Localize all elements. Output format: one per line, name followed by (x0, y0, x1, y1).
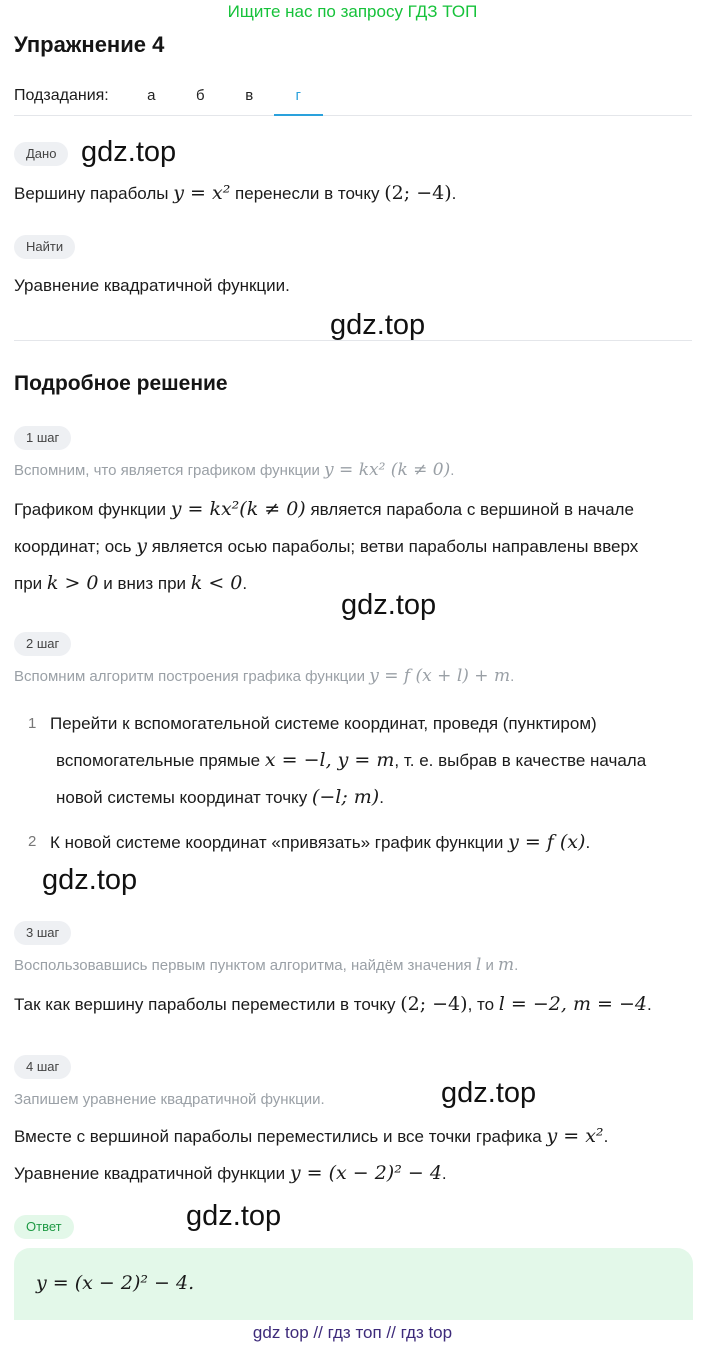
page-title: Упражнение 4 (14, 32, 165, 57)
find-badge: Найти (14, 235, 75, 259)
answer-formula: y = (x − 2)² − 4. (36, 1272, 195, 1294)
watermark: gdz.top (186, 1200, 282, 1232)
tab-b[interactable]: б (195, 87, 205, 104)
step-2-hint: Вспомним алгоритм построения графика функции y = f (x + l) + m. (14, 666, 515, 686)
step-1-body: Графиком функции y = kx²(k ≠ 0) является парабола с вершиной в начале координат; ось y является осью параболы; ветви параболы направлены вверх при k > 0 и вниз при k < 0. (14, 498, 639, 594)
list-item: 2 К новой системе координат «привязать» график функции y = f (x). (28, 831, 591, 853)
footer-links: gdz top // гдз топ // гдз top (252, 1323, 453, 1342)
given-text: Вершину параболы y = x² перенесли в точку (2; −4). (14, 182, 457, 204)
step-3-badge: 3 шаг (14, 921, 71, 945)
step-1-badge: 1 шаг (14, 426, 71, 450)
given-formula: y = x² (173, 182, 231, 204)
tab-a[interactable]: а (147, 87, 156, 104)
step-1-hint: Вспомним, что является графиком функции y = kx² (k ≠ 0). (14, 460, 455, 480)
step-3-hint: Воспользовавшись первым пунктом алгоритма, найдём значения l и m. (14, 955, 519, 975)
subtasks-label: Подзадания: (14, 87, 109, 104)
step-2-badge: 2 шаг (14, 632, 71, 656)
step-4-body: Вместе с вершиной параболы переместились и все точки графика y = x². Уравнение квадратичной функции y = (x − 2)² − 4. (14, 1125, 609, 1184)
subtasks-nav (14, 84, 692, 116)
watermark: gdz.top (441, 1077, 537, 1109)
watermark: gdz.top (81, 136, 177, 168)
given-point: (2; −4) (384, 182, 452, 204)
step-4-badge: 4 шаг (14, 1055, 71, 1079)
watermark: gdz.top (42, 864, 138, 896)
divider (14, 340, 692, 341)
algorithm-list (28, 706, 698, 861)
given-badge: Дано (14, 142, 68, 166)
tab-g[interactable]: г (274, 84, 323, 116)
find-text: Уравнение квадратичной функции. (14, 276, 290, 295)
step-3-body: Так как вершину параболы переместили в точку (2; −4), то l = −2, m = −4. (14, 993, 652, 1015)
promo-banner: Ищите нас по запросу ГДЗ ТОП (227, 2, 478, 21)
step-4-hint: Запишем уравнение квадратичной функции. (14, 1091, 325, 1108)
answer-badge: Ответ (14, 1215, 74, 1239)
list-item: 1 Перейти к вспомогательной системе координат, проведя (пунктиром) вспомогательные прямые x = −l, y = m, т. е. выбрав в качестве начала новой системы координат точку (−l; m). (28, 714, 647, 808)
answer-box (14, 1248, 693, 1320)
solution-title: Подробное решение (14, 372, 228, 395)
watermark: gdz.top (330, 309, 426, 341)
tab-v[interactable]: в (245, 87, 254, 104)
watermark: gdz.top (341, 589, 437, 621)
